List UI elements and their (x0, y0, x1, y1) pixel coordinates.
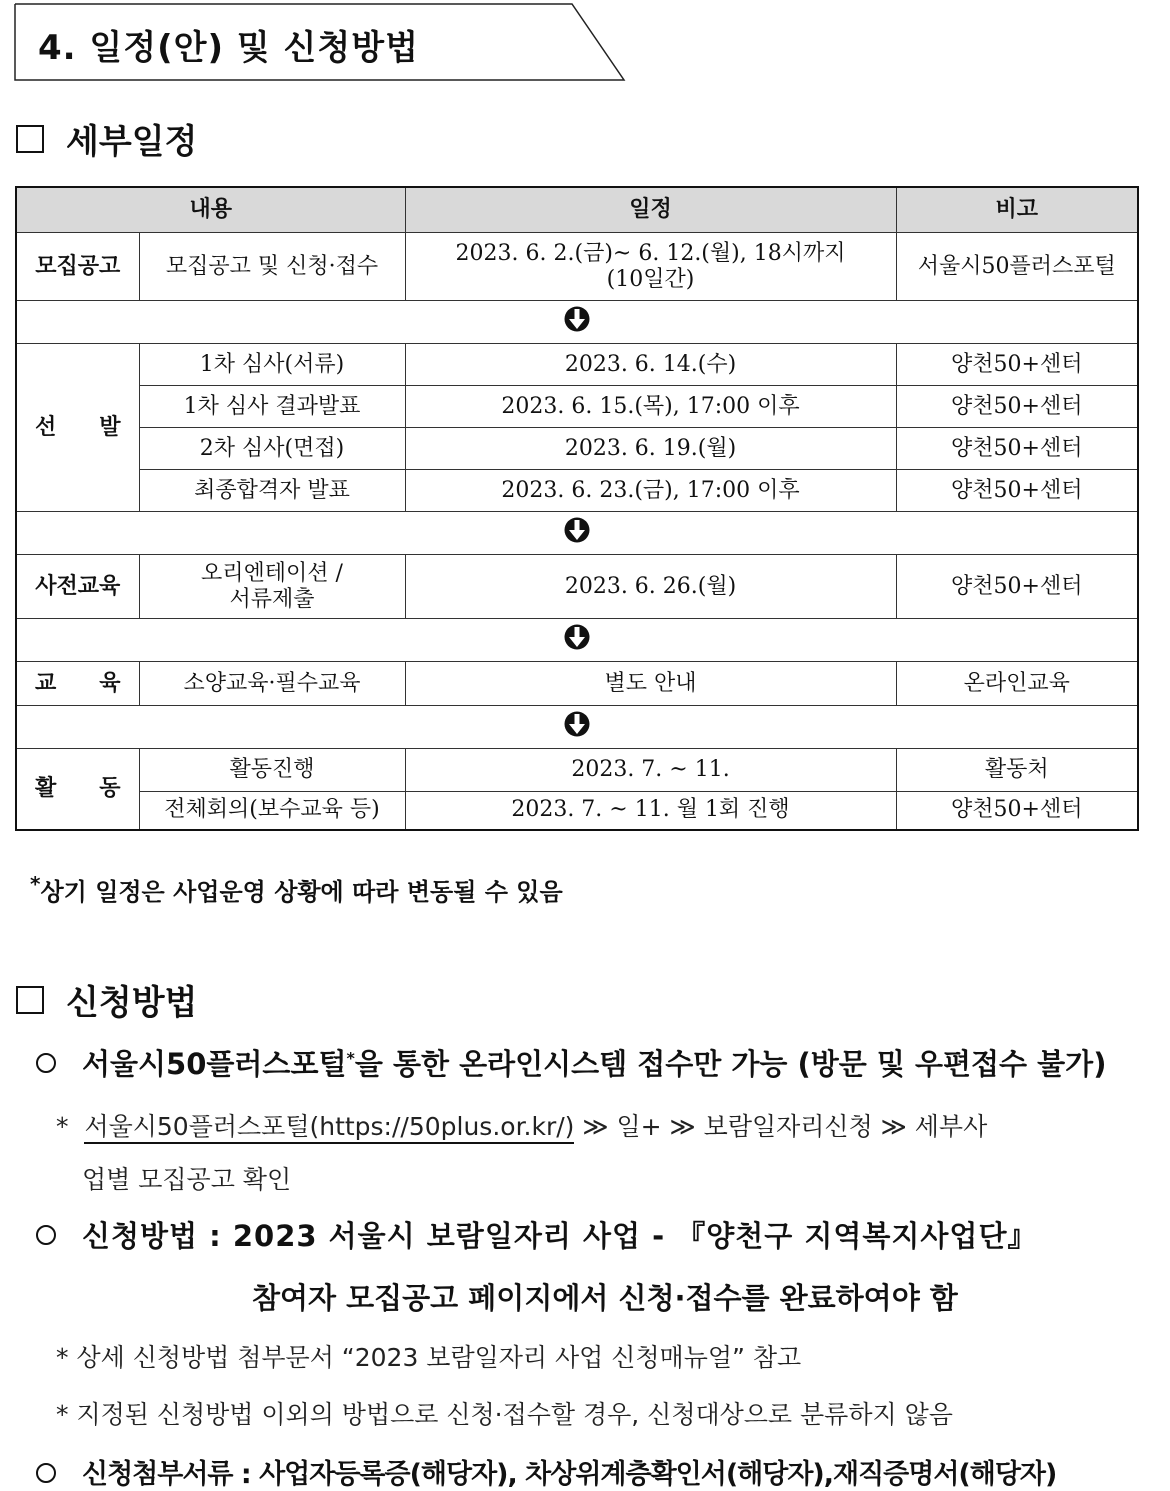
bullet-text: 서울시50플러스포털 (82, 1047, 347, 1081)
note-cell: 활동처 (896, 749, 1138, 792)
column-header: 비고 (896, 187, 1138, 233)
flow-arrow-row (16, 512, 1138, 555)
category-cell: 사전교육 (16, 555, 139, 619)
note-cell: 서울시50플러스포털 (896, 233, 1138, 301)
table-row (16, 428, 1138, 470)
flow-arrow-row (16, 619, 1138, 662)
note-cell: 양천50+센터 (896, 792, 1138, 830)
column-header: 일정 (405, 187, 896, 233)
date-cell: 2023. 6. 26.(월) (405, 555, 896, 619)
note-star: * (56, 1112, 69, 1141)
footnote-mark: * (346, 1048, 355, 1068)
manual-note: * 상세 신청방법 첨부문서 “2023 보람일자리 사업 신청매뉴얼” 참고 (56, 1343, 802, 1372)
portal-path-note (56, 1107, 987, 1143)
content-cell: 모집공고 및 신청·접수 (139, 233, 405, 301)
down-arrow-icon (564, 305, 590, 340)
bullet-text: 을 통한 온라인시스템 접수만 가능 (방문 및 우편접수 불가) (354, 1047, 1107, 1081)
date-cell: 2023. 6. 23.(금), 17:00 이후 (405, 470, 896, 512)
table-row (16, 749, 1138, 792)
portal-path: ≫ 일+ ≫ 보람일자리신청 ≫ 세부사 (574, 1112, 988, 1141)
table-row (16, 555, 1138, 619)
apply-heading (16, 975, 197, 1024)
content-cell: 2차 심사(면접) (139, 428, 405, 470)
apply-heading-text: 신청방법 (66, 983, 198, 1023)
schedule-table (15, 186, 1139, 831)
date-cell: 2023. 6. 14.(수) (405, 344, 896, 386)
category-cell: 선 발 (16, 344, 139, 512)
flow-arrow-row (16, 706, 1138, 749)
bullet-apply-method (36, 1214, 1037, 1255)
content-cell: 1차 심사 결과발표 (139, 386, 405, 428)
circle-bullet-icon (36, 1225, 56, 1245)
table-header-row (16, 187, 1138, 233)
date-cell: 2023. 7. ~ 11. 월 1회 진행 (405, 792, 896, 830)
date-cell: 2023. 6. 15.(목), 17:00 이후 (405, 386, 896, 428)
content-line: 서류제출 (229, 586, 315, 612)
content-cell: 소양교육·필수교육 (139, 662, 405, 706)
table-row (16, 470, 1138, 512)
note-cell: 온라인교육 (896, 662, 1138, 706)
category-cell: 교 육 (16, 662, 139, 706)
table-row (16, 233, 1138, 301)
portal-path-note-cont: 업별 모집공고 확인 (82, 1165, 292, 1194)
note-cell: 양천50+센터 (896, 470, 1138, 512)
table-row (16, 662, 1138, 706)
content-cell: 최종합격자 발표 (139, 470, 405, 512)
table-row (16, 792, 1138, 830)
date-cell: 별도 안내 (405, 662, 896, 706)
date-cell: 2023. 6. 19.(월) (405, 428, 896, 470)
flow-arrow-row (16, 301, 1138, 344)
date-line: 2023. 6. 2.(금)~ 6. 12.(월), 18시까지 (455, 240, 846, 266)
bullet-text: 신청방법 : 2023 서울시 보람일자리 사업 - 『양천구 지역복지사업단』 (82, 1219, 1038, 1253)
note-cell: 양천50+센터 (896, 555, 1138, 619)
schedule-heading (16, 114, 197, 163)
date-cell: 2023. 7. ~ 11. (405, 749, 896, 792)
note-cell: 양천50+센터 (896, 344, 1138, 386)
method-exclusion-note: * 지정된 신청방법 이외의 방법으로 신청·접수할 경우, 신청대상으로 분류하지 않음 (56, 1400, 953, 1429)
square-bullet-icon (16, 986, 44, 1014)
down-arrow-icon (564, 516, 590, 551)
date-cell (405, 233, 896, 301)
schedule-footnote (30, 872, 563, 907)
footnote-text: 상기 일정은 사업운영 상황에 따라 변동될 수 있음 (40, 878, 563, 906)
schedule-heading-text: 세부일정 (66, 122, 198, 162)
column-header: 내용 (16, 187, 405, 233)
bullet-text: 신청첨부서류 : 사업자등록증(해당자), 차상위계층확인서(해당자),재직증명서(해당자) (82, 1459, 1057, 1490)
down-arrow-icon (564, 710, 590, 745)
content-cell: 1차 심사(서류) (139, 344, 405, 386)
content-cell: 활동진행 (139, 749, 405, 792)
table-row (16, 344, 1138, 386)
bullet-online-only (36, 1042, 1106, 1083)
table-row (16, 386, 1138, 428)
note-cell: 양천50+센터 (896, 428, 1138, 470)
category-cell: 활 동 (16, 749, 139, 830)
bullet-attachments (36, 1452, 1056, 1491)
portal-link[interactable]: 서울시50플러스포털(https://50plus.or.kr/) (84, 1112, 574, 1144)
content-cell: 전체회의(보수교육 등) (139, 792, 405, 830)
circle-bullet-icon (36, 1053, 56, 1073)
date-line: (10일간) (606, 266, 695, 292)
down-arrow-icon (564, 623, 590, 658)
square-bullet-icon (16, 125, 44, 153)
content-line: 오리엔테이션 / (201, 560, 343, 586)
circle-bullet-icon (36, 1463, 56, 1483)
section-title: 4. 일정(안) 및 신청방법 (38, 28, 419, 68)
category-cell: 모집공고 (16, 233, 139, 301)
content-cell (139, 555, 405, 619)
bullet-apply-method-cont: 참여자 모집공고 페이지에서 신청·접수를 완료하여야 함 (252, 1281, 958, 1315)
note-cell: 양천50+센터 (896, 386, 1138, 428)
footnote-mark: * (30, 872, 41, 896)
